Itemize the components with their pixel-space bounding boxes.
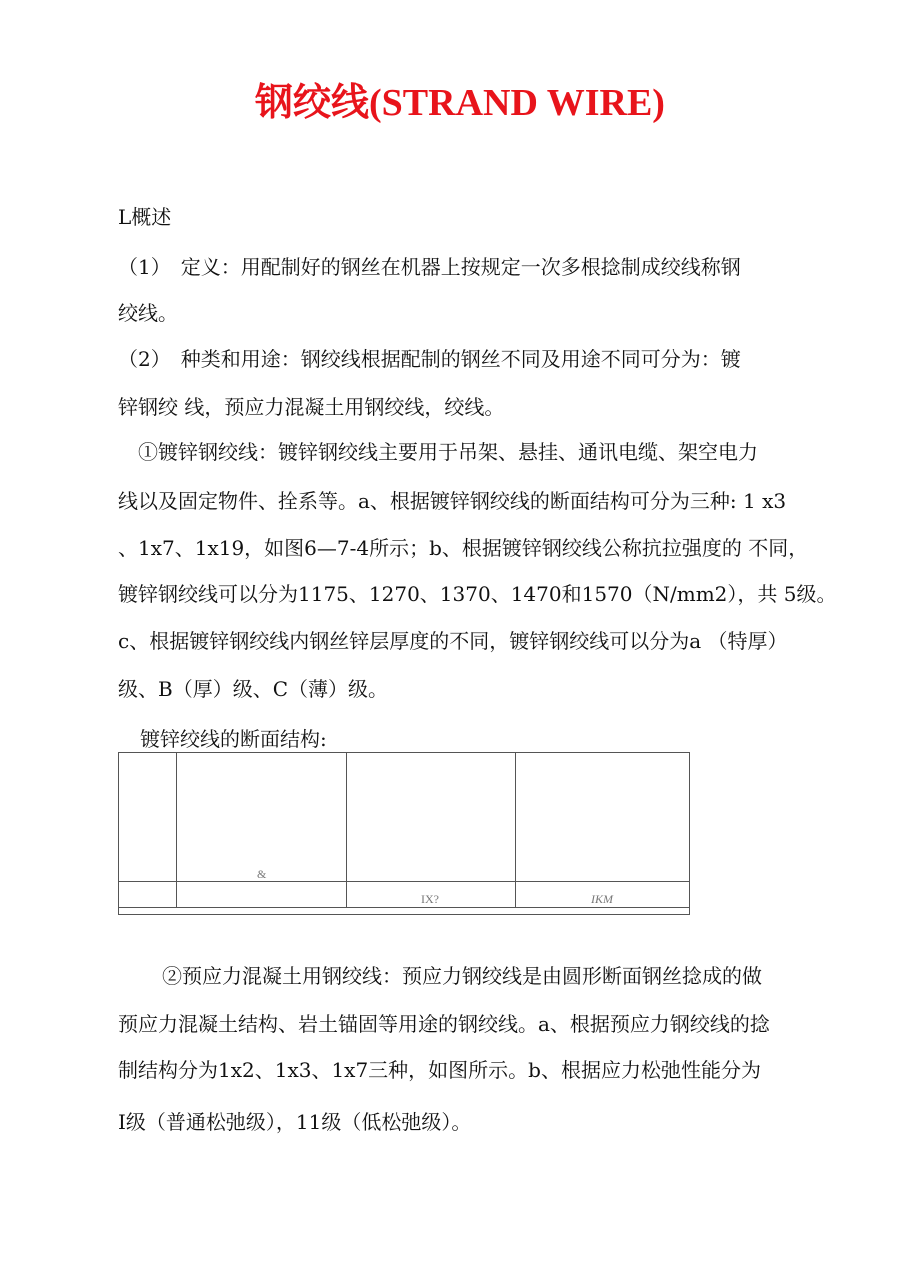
definition-line-2: 绞线。 — [118, 301, 178, 325]
table-divider — [119, 881, 689, 882]
types-line-1: （2） 种类和用途：钢绞线根据配制的钢丝不同及用途不同可分为：镀 — [118, 347, 741, 371]
section-heading: L概述 — [118, 205, 172, 229]
prestressed-line-4: I级（普通松弛级），11级（低松弛级）。 — [118, 1110, 472, 1134]
table-divider — [346, 753, 347, 907]
cross-section-table — [118, 752, 690, 915]
cross-section-label-2: IX? — [421, 892, 439, 906]
galvanized-line-5: c、根据镀锌钢绞线内钢丝锌层厚度的不同，镀锌钢绞线可以分为a （特厚） — [118, 629, 788, 653]
types-line-2: 锌钢绞 线，预应力混凝土用钢绞线，绞线。 — [118, 395, 505, 419]
prestressed-line-2: 预应力混凝土结构、岩土锚固等用途的钢绞线。a、根据预应力钢绞线的捻 — [118, 1012, 770, 1036]
definition-line-1: （1） 定义：用配制好的钢丝在机器上按规定一次多根捻制成绞线称钢 — [118, 255, 741, 279]
structure-caption: 镀锌绞线的断面结构: — [140, 727, 327, 751]
table-divider — [119, 907, 689, 908]
galvanized-line-1: ①镀锌钢绞线：镀锌钢绞线主要用于吊架、悬挂、通讯电缆、架空电力 — [138, 440, 758, 464]
document-title: 钢绞线(STRAND WIRE) — [255, 82, 665, 124]
table-divider — [515, 753, 516, 907]
galvanized-line-4: 镀锌钢绞线可以分为1175、1270、1370、1470和1570（N/mm2），共 5级。 — [118, 582, 837, 606]
prestressed-line-1: ②预应力混凝土用钢绞线：预应力钢绞线是由圆形断面钢丝捻成的做 — [162, 964, 762, 988]
table-divider — [176, 753, 177, 907]
prestressed-line-3: 制结构分为1x2、1x3、1x7三种，如图所示。b、根据应力松弛性能分为 — [118, 1058, 761, 1082]
galvanized-line-3: 、1x7、1x19，如图6—7-4所示；b、根据镀锌钢绞线公称抗拉强度的 不同， — [118, 536, 809, 560]
cross-section-label-1: & — [257, 867, 267, 881]
galvanized-line-6: 级、B（厚）级、C（薄）级。 — [118, 677, 388, 701]
cross-section-label-3: IKM — [591, 892, 613, 906]
galvanized-line-2: 线以及固定物件、拴系等。a、根据镀锌钢绞线的断面结构可分为三种: 1 x3 — [118, 489, 787, 513]
